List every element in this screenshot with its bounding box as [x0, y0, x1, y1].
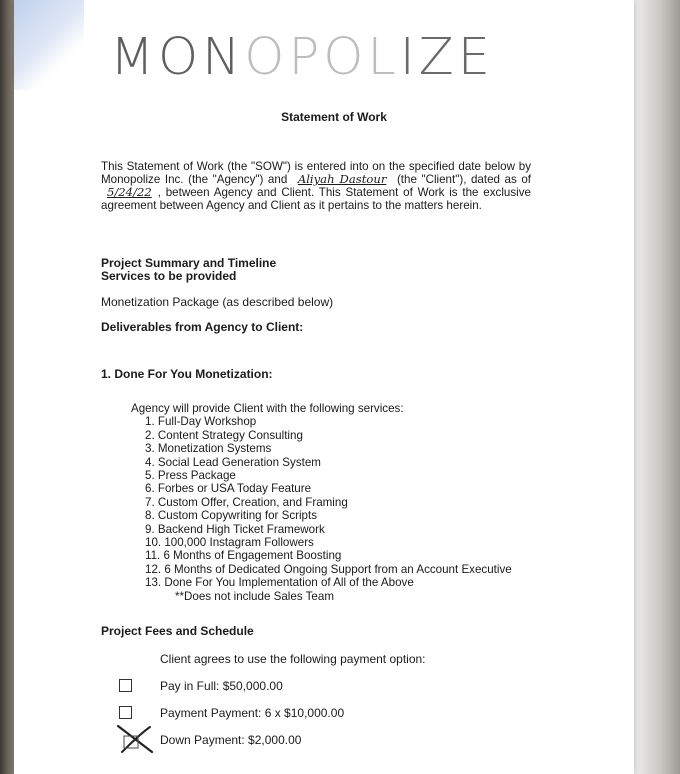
client-name-handwritten: Aliyah Dastour: [297, 172, 387, 186]
payment-option-label: Payment Payment: 6 x $10,000.00: [160, 706, 345, 720]
document-page: [14, 0, 634, 774]
payment-option-checkbox[interactable]: [119, 679, 132, 692]
list-item: 10. 100,000 Instagram Followers: [145, 536, 314, 550]
list-item: 9. Backend High Ticket Framework: [145, 522, 325, 536]
selected-x-mark-icon[interactable]: [114, 722, 156, 756]
payment-option-checkbox[interactable]: [119, 706, 132, 719]
list-item: 3. Monetization Systems: [145, 442, 272, 456]
services-list: [131, 415, 551, 589]
payment-option-label: Down Payment: $2,000.00: [160, 733, 302, 747]
services-intro: Agency will provide Client with the following services:: [131, 402, 404, 415]
services-heading: Services to be provided: [101, 269, 237, 283]
services-note: **Does not include Sales Team: [175, 589, 334, 603]
services-block: [131, 402, 551, 603]
list-item: 11. 6 Months of Engagement Boosting: [145, 549, 342, 563]
page-edge-right: [632, 0, 680, 774]
list-item: 7. Custom Offer, Creation, and Framing: [145, 495, 348, 509]
date-handwritten: 5/24/22: [107, 185, 152, 199]
fees-heading: Project Fees and Schedule: [101, 624, 254, 638]
payment-option-label: Pay in Full: $50,000.00: [160, 679, 283, 693]
checkbox[interactable]: [119, 679, 132, 692]
list-item: 5. Press Package: [145, 469, 236, 483]
document-title: Statement of Work: [281, 110, 387, 124]
deliverables-heading: Deliverables from Agency to Client:: [101, 320, 304, 334]
list-item: 8. Custom Copywriting for Scripts: [145, 509, 318, 523]
package-text: Monetization Package (as described below): [101, 295, 334, 309]
list-item: 13. Done For You Implementation of All of the Above: [145, 576, 414, 590]
folded-corner: [14, 0, 84, 90]
summary-heading: Project Summary and Timeline: [101, 256, 277, 270]
company-logo: MON OPOL IZE: [110, 27, 494, 87]
fees-intro: Client agrees to use the following payment option:: [160, 652, 426, 666]
list-item: 4. Social Lead Generation System: [145, 455, 321, 469]
list-item: 6. Forbes or USA Today Feature: [145, 482, 312, 496]
section-1-heading: 1. Done For You Monetization:: [101, 367, 273, 381]
checkbox[interactable]: [119, 706, 132, 719]
intro-paragraph: This Statement of Work (the "SOW") is entered into on the specified date below by Monopolize Inc. (the "Agency") and Aliyah Dastour (the "Client"), dated as of 5/24/22 , between Agency and Client. This Statement of Work is the exclusive agreement between Agency and Client as it pertains to the matters herein.: [101, 160, 531, 212]
list-item: 12. 6 Months of Dedicated Ongoing Support from an Account Executive: [145, 562, 512, 576]
list-item: 1. Full-Day Workshop: [145, 415, 257, 429]
list-item: 2. Content Strategy Consulting: [145, 428, 303, 442]
